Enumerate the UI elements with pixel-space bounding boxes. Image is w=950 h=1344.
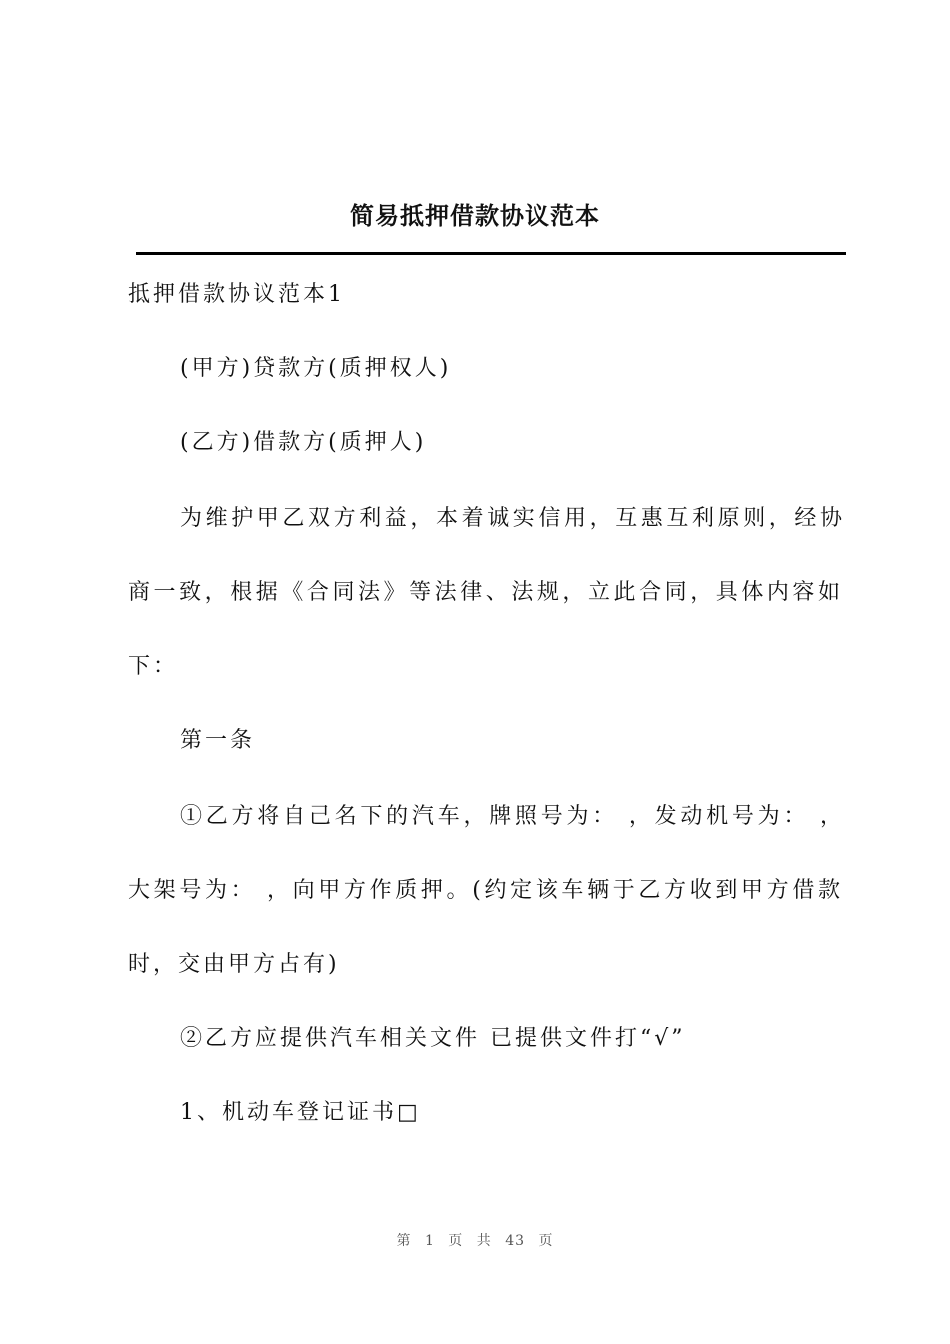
article-one-heading: 第一条	[180, 728, 256, 753]
clause-1-line-3: 时，交由甲方占有)	[128, 952, 340, 977]
title-divider	[136, 252, 846, 255]
party-a-line: (甲方)贷款方(质押权人)	[180, 356, 452, 381]
clause-2-line: ②乙方应提供汽车相关文件 已提供文件打“√”	[180, 1026, 686, 1051]
preamble-line-3: 下：	[128, 654, 179, 679]
section-heading: 抵押借款协议范本1	[128, 282, 345, 307]
document-title: 简易抵押借款协议范本	[350, 202, 600, 230]
clause-1-line-2: 大架号为： ，向甲方作质押。(约定该车辆于乙方收到甲方借款	[128, 878, 843, 903]
clause-1-line-1: ①乙方将自己名下的汽车，牌照号为： ，发动机号为： ，	[180, 804, 845, 829]
party-b-line: (乙方)借款方(质押人)	[180, 430, 427, 455]
document-item-1: 1、机动车登记证书□	[180, 1100, 421, 1125]
page-number-footer: 第 1 页 共 43 页	[396, 1233, 554, 1249]
preamble-line-1: 为维护甲乙双方利益，本着诚实信用，互惠互利原则，经协	[180, 506, 845, 531]
preamble-line-2: 商一致，根据《合同法》等法律、法规，立此合同，具体内容如	[128, 580, 843, 605]
